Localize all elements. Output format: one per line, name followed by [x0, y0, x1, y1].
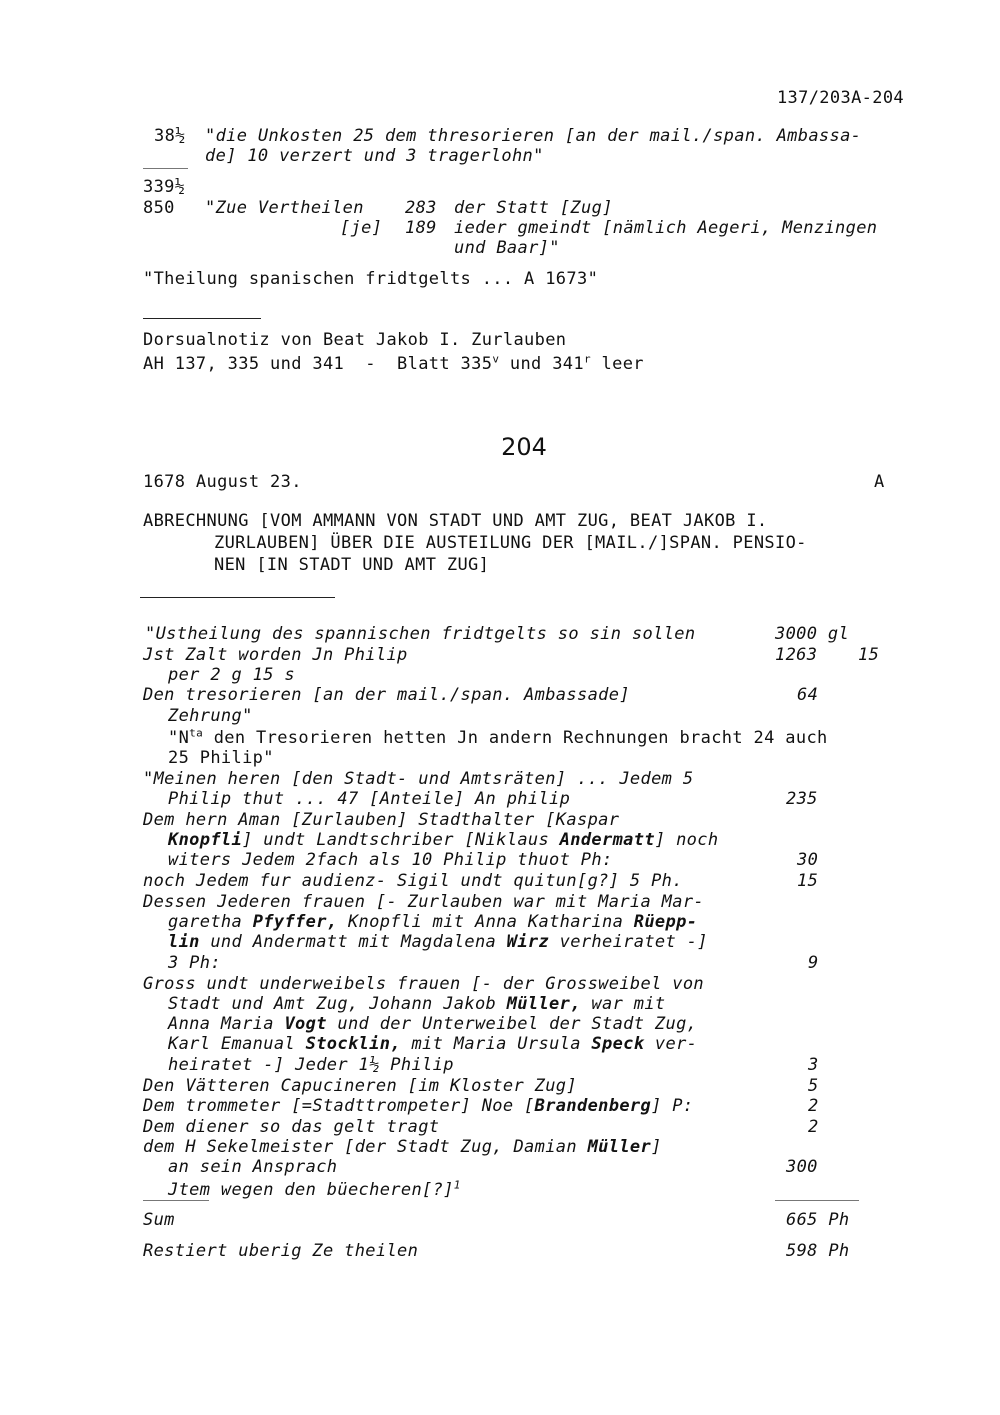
account-line: Dem trommeter [=Stadttrompeter] Noe [Brandenberg] P:	[143, 1096, 694, 1116]
account-line: Karl Emanual Stocklin, mit Maria Ursula Speck ver-	[168, 1034, 698, 1054]
account-amount: 300	[786, 1157, 818, 1177]
account-amount: 15	[797, 871, 819, 891]
account-note-line: 25 Philip"	[168, 748, 274, 768]
account-note-line: "$N^{ta}$ den Tresorieren hetten Jn andern Rechnungen bracht 24 auch	[168, 726, 828, 748]
heading-rule	[140, 597, 335, 598]
account-line: Dessen Jederen frauen [- Zurlauben war mit Maria Mar-	[143, 892, 704, 912]
document-date: 1678 August 23.	[143, 472, 302, 492]
account-line: Gross undt underweibels frauen [- der Grossweibel von	[143, 974, 704, 994]
sum-rule	[775, 1200, 859, 1201]
prev-dist-text-1: der Statt [Zug]	[454, 198, 613, 218]
account-line: noch Jedem fur audienz- Sigil undt quitun[g?] 5 Ph.	[143, 871, 683, 891]
prev-title-quote: "Theilung spanischen fridtgelts ... A 1673"	[143, 269, 599, 289]
prev-dist-je: [je]	[340, 218, 383, 238]
account-line: Den Vätteren Capucineren [im Kloster Zug]	[143, 1076, 577, 1096]
account-amount-minor: 15	[858, 645, 880, 665]
prev-dist-label: "Zue Vertheilen	[205, 198, 364, 218]
prev-number-2: 339½	[143, 177, 186, 197]
dorsal-note: Dorsualnotiz von Beat Jakob I. Zurlauben	[143, 330, 567, 350]
account-line: heiratet -] Jeder 1½ Philip	[168, 1055, 454, 1075]
account-line: Dem diener so das gelt tragt	[143, 1117, 440, 1137]
account-line: dem H Sekelmeister [der Stadt Zug, Damian Müller]	[143, 1137, 662, 1157]
account-line: Jst Zalt worden Jn Philip	[143, 645, 408, 665]
account-line: witers Jedem 2fach als 10 Philip thuot Ph:	[168, 850, 613, 870]
document-heading-line-1: ABRECHNUNG [VOM AMMANN VON STADT UND AMT ZUG, BEAT JAKOB I.	[143, 511, 768, 531]
account-amount: 2	[808, 1096, 819, 1116]
page-reference: 137/203A-204	[776, 88, 904, 108]
sum-label: Sum	[143, 1210, 175, 1230]
document-heading-line-3: NEN [IN STADT UND AMT ZUG]	[214, 555, 490, 575]
prev-number-3: 850	[143, 198, 175, 218]
account-amount: 30	[797, 850, 819, 870]
account-line: 3 Ph:	[168, 953, 221, 973]
account-amount: 1263	[775, 645, 818, 665]
account-line: lin und Andermatt mit Magdalena Wirz verheiratet -]	[168, 932, 708, 952]
account-amount: 3000 gl	[775, 624, 850, 644]
account-line: Jtem wegen den büecheren[?]$^1$	[168, 1178, 461, 1200]
account-line: Philip thut ... 47 [Anteile] An philip	[168, 789, 571, 809]
account-line: per 2 g 15 s	[168, 665, 296, 685]
document-mark: A	[874, 472, 885, 492]
account-line: Den tresorieren [an der mail./span. Ambassade]	[143, 685, 630, 705]
prev-dist-value-1: 283	[405, 198, 437, 218]
sum-rule	[143, 168, 188, 169]
account-amount: 5	[808, 1076, 819, 1096]
account-line: Stadt und Amt Zug, Johann Jakob Müller, war mit	[168, 994, 666, 1014]
prev-dist-text-3: und Baar]"	[454, 238, 560, 258]
archive-note: AH 137, 335 und 341 - Blatt 335$^v$ und 341$^r$ leer	[143, 352, 644, 374]
account-line: Knopfli] undt Landtschriber [Niklaus Andermatt] noch	[168, 830, 719, 850]
remainder-label: Restiert uberig Ze theilen	[143, 1241, 419, 1261]
footnote-rule	[143, 318, 261, 319]
account-line: Anna Maria Vogt und der Unterweibel der Stadt Zug,	[168, 1014, 698, 1034]
account-line: garetha Pfyffer, Knopfli mit Anna Katharina Rüepp-	[168, 912, 698, 932]
account-amount: 9	[808, 953, 819, 973]
prev-dist-text-2: ieder gmeindt [nämlich Aegeri, Menzingen	[454, 218, 878, 238]
account-amount: 235	[786, 789, 818, 809]
prev-dist-value-2: 189	[405, 218, 437, 238]
account-amount: 2	[808, 1117, 819, 1137]
sum-value: 665 Ph	[786, 1210, 850, 1230]
prev-quote-line-2: de] 10 verzert und 3 tragerlohn"	[205, 146, 544, 166]
account-line: Zehrung"	[168, 706, 253, 726]
account-line: "Meinen heren [den Stadt- und Amtsräten] ... Jedem 5	[143, 769, 694, 789]
account-line: an sein Ansprach	[168, 1157, 338, 1177]
prev-number-1: 38½	[154, 126, 186, 146]
prev-quote-line-1: "die Unkosten 25 dem thresorieren [an der mail./span. Ambassa-	[205, 126, 862, 146]
account-line: "Ustheilung des spannischen fridtgelts so sin sollen	[145, 624, 696, 644]
document-number: 204	[501, 433, 547, 461]
remainder-value: 598 Ph	[786, 1241, 850, 1261]
account-line: Dem hern Aman [Zurlauben] Stadthalter [Kaspar	[143, 810, 620, 830]
text-rule	[143, 1200, 209, 1201]
document-heading-line-2: ZURLAUBEN] ÜBER DIE AUSTEILUNG DER [MAIL./]SPAN. PENSIO-	[214, 533, 807, 553]
account-amount: 3	[808, 1055, 819, 1075]
account-amount: 64	[797, 685, 819, 705]
